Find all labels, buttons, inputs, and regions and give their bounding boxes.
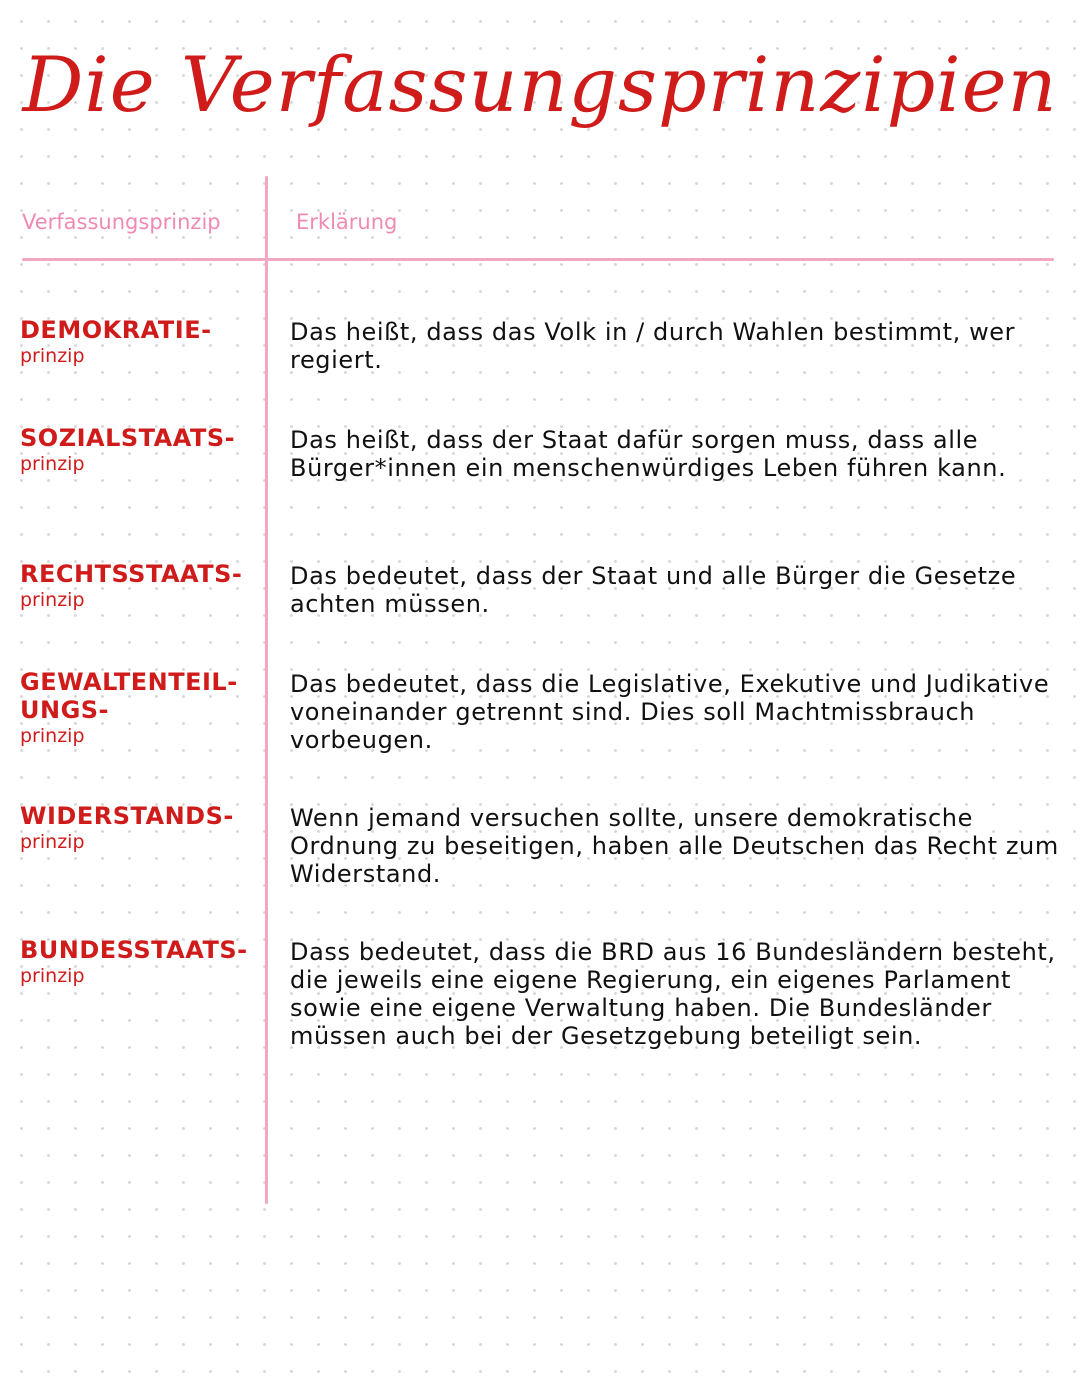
principle-term: [20, 560, 260, 612]
principle-suffix: prinzip: [20, 725, 85, 747]
principle-explanation: Wenn jemand versuchen sollte, unsere demokratische Ordnung zu beseitigen, haben alle Deutschen das Recht zum Widerstand.: [290, 804, 1059, 888]
principle-suffix: prinzip: [20, 453, 85, 475]
principle-suffix: prinzip: [20, 965, 85, 987]
principle-term: [20, 936, 260, 988]
principle-explanation: Dass bedeutet, dass die BRD aus 16 Bundesländern besteht, die jeweils eine eigene Regierung, ein eigenes Parlament sowie eine eigene Verwaltung haben. Die Bundesländer müssen auch bei der Gesetzgebung beteiligt sein.: [290, 938, 1056, 1050]
principle-name: GEWALTENTEIL- UNGS-: [20, 668, 238, 724]
principle-suffix: prinzip: [20, 831, 85, 853]
principle-name: WIDERSTANDS-: [20, 802, 234, 830]
column-header-explanation: Erklärung: [296, 210, 398, 234]
page-title: Die Verfassungsprinzipien: [22, 40, 1058, 129]
principle-suffix: prinzip: [20, 589, 85, 611]
principle-explanation: Das heißt, dass das Volk in / durch Wahlen bestimmt, wer regiert.: [290, 318, 1016, 374]
principle-term: [20, 424, 260, 476]
principle-term: [20, 316, 260, 368]
header-divider: [22, 258, 1054, 261]
principle-name: SOZIALSTAATS-: [20, 424, 236, 452]
column-header-principle: Verfassungsprinzip: [22, 210, 221, 234]
column-divider: [265, 176, 268, 1204]
principle-name: RECHTSSTAATS-: [20, 560, 243, 588]
principle-term: [20, 802, 260, 854]
principle-name: DEMOKRATIE-: [20, 316, 212, 344]
principle-suffix: prinzip: [20, 345, 85, 367]
principle-name: BUNDESSTAATS-: [20, 936, 248, 964]
principle-term: [20, 668, 260, 748]
principle-explanation: Das heißt, dass der Staat dafür sorgen muss, dass alle Bürger*innen ein menschenwürdiges Leben führen kann.: [290, 426, 1007, 482]
principle-explanation: Das bedeutet, dass der Staat und alle Bürger die Gesetze achten müssen.: [290, 562, 1017, 618]
principle-explanation: Das bedeutet, dass die Legislative, Exekutive und Judikative voneinander getrennt sind. Dies soll Machtmissbrauch vorbeugen.: [290, 670, 1050, 754]
